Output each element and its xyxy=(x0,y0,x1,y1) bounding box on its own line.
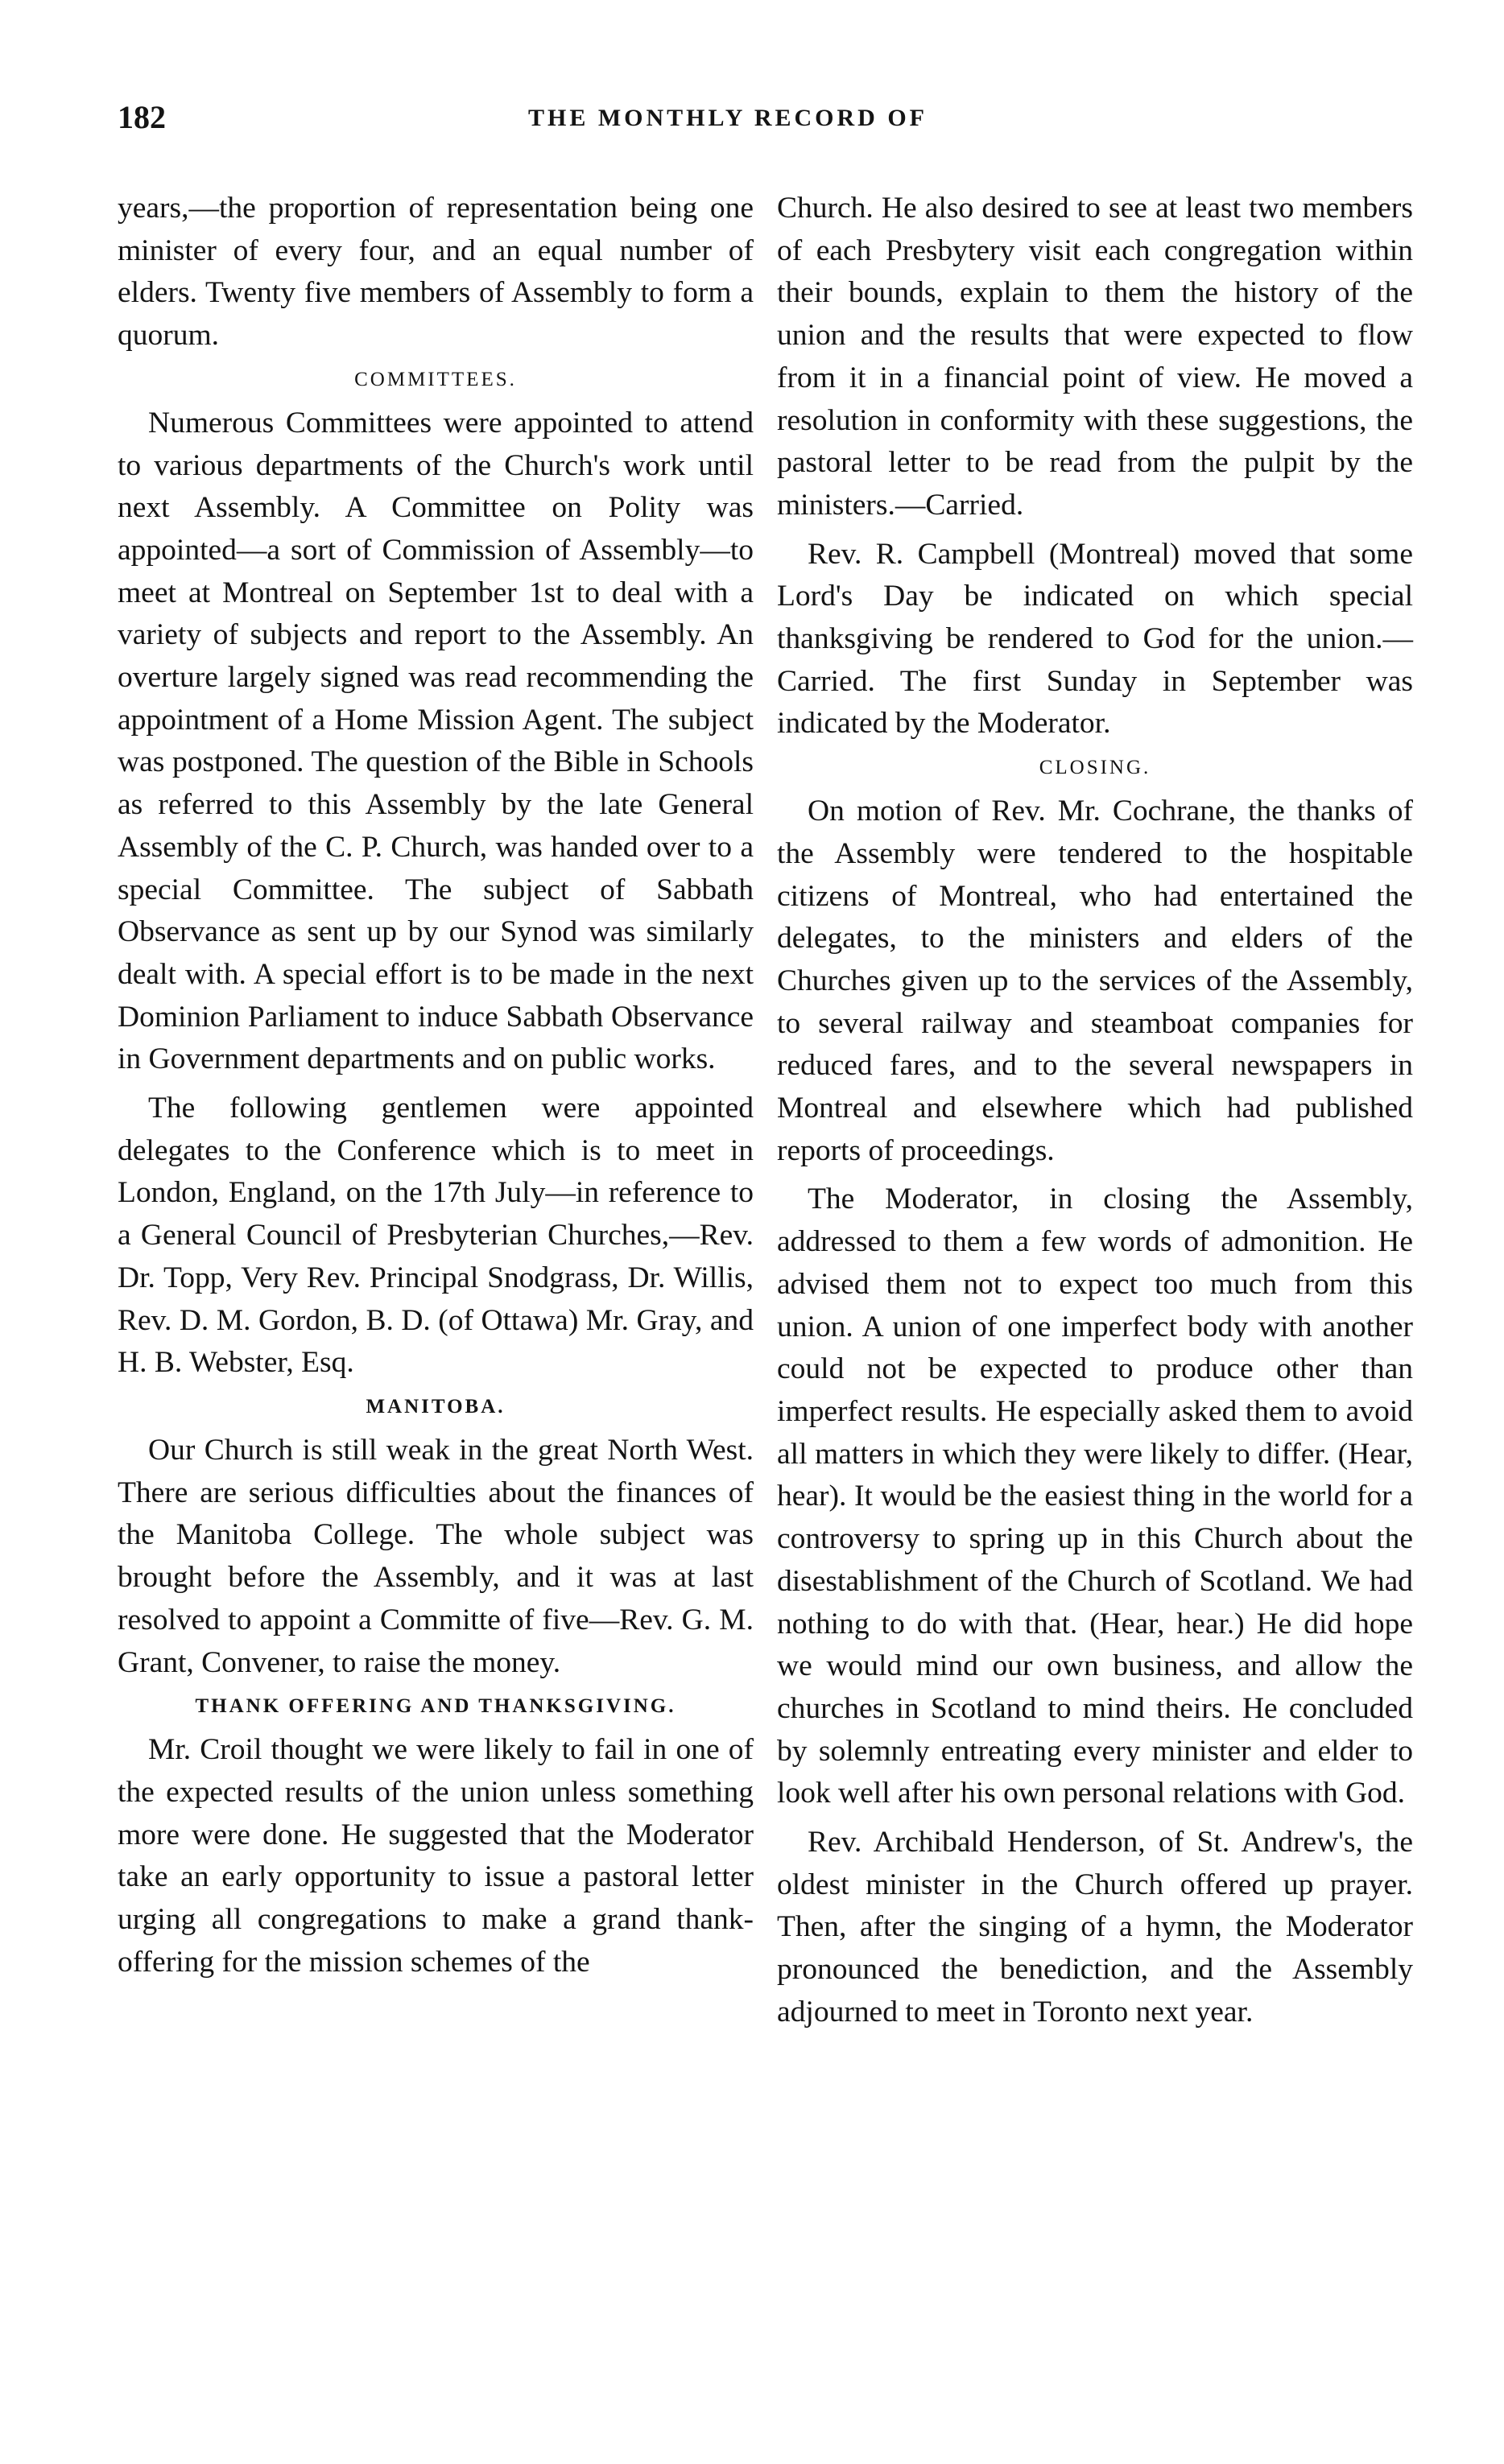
paragraph-campbell: Rev. R. Campbell (Montreal) moved that some Lord's Day be indicated on which special thanksgiving be rendered to God for the union.—Carried. The first Sunday in September was indicated by the Moderator. xyxy=(777,537,1413,741)
left-column xyxy=(118,188,754,1983)
paragraph-cochrane: On motion of Rev. Mr. Cochrane, the thanks of the Assembly were tendered to the hospitable citizens of Montreal, who had entertained the delegates, to the ministers and elders of the Churches given up to the services of the Assembly, to several railway and steamboat companies for reduced fares, and to the several newspapers in Montreal and elsewhere which had published reports of proceedings. xyxy=(777,795,1413,1167)
paragraph-croil: Mr. Croil thought we were likely to fail in one of the expected results of the union unless something more were done. He suggested that the Moderator take an early opportunity to issue a pastoral letter urging all congregations to make a grand thank-offering for the mission schemes of the xyxy=(118,1733,754,1979)
paragraph-delegates: The following gentlemen were appointed delegates to the Conference which is to meet in London, England, on the 17th July—in reference to a General Council of Presbyterian Churches,—Rev. Dr. Topp, Very Rev. Principal Snodgrass, Dr. Willis, Rev. D. M. Gordon, B. D. (of Ottawa) Mr. Gray, and H. B. Webster, Esq. xyxy=(118,1092,754,1380)
paragraph-manitoba: Our Church is still weak in the great North West. There are serious difficulties about the finances of the Manitoba College. The whole subject was brought before the Assembly, and it was at last resolved to appoint a Committe of five—Rev. G. M. Grant, Convener, to raise the money. xyxy=(118,1433,754,1679)
paragraph-henderson: Rev. Archibald Henderson, of St. Andrew's, the oldest minister in the Church offered up prayer. Then, after the singing of a hymn, the Moderator pronounced the benediction, and the Assembly adjourned to meet in Toronto next year. xyxy=(777,1826,1413,2029)
running-title: THE MONTHLY RECORD OF xyxy=(528,105,928,131)
heading-thank-offering: THANK OFFERING AND THANKSGIVING. xyxy=(195,1695,676,1718)
page-header xyxy=(118,100,1406,148)
paragraph-quorum: years,—the proportion of representation being one minister of every four, and an equal number of elders. Twenty five members of Assembly to form a quorum. xyxy=(118,192,754,353)
paragraph-moderator: The Moderator, in closing the Assembly, addressed to them a few words of admonition. He advised them not to expect too much from this union. A union of one imperfect body with another could not be expected to produce other than imperfect results. He especially asked them to avoid all matters in which they were likely to differ. (Hear, hear). It would be the easiest thing in the world for a controversy to spring up in this Church about the disestablishment of the Church of Scotland. We had nothing to do with that. (Hear, hear.) He did hope we would mind our own business, and allow the churches in Scotland to mind theirs. He concluded by solemnly entreating every minister and elder to look well after his own personal relations with God. xyxy=(777,1182,1413,1810)
paragraph-presbytery-visits: Church. He also desired to see at least two members of each Presbytery visit each congregation within their bounds, explain to them the history of the union and the results that were expected to flow from it in a financial point of view. He moved a resolution in conformity with these suggestions, the pastoral letter to be read from the pulpit by the ministers.—Carried. xyxy=(777,192,1413,522)
heading-closing: CLOSING. xyxy=(1039,757,1151,779)
page-number: 182 xyxy=(118,99,166,135)
right-column xyxy=(777,188,1413,2034)
paragraph-committees: Numerous Committees were appointed to attend to various departments of the Church's work until next Assembly. A Committee on Polity was appointed—a sort of Commission of Assembly—to meet at Montreal on September 1st to deal with a variety of subjects and report to the Assembly. An overture largely signed was read recommending the appointment of a Home Mission Agent. The subject was postponed. The question of the Bible in Schools as referred to this Assembly by the late General Assembly of the C. P. Church, was handed over to a special Committee. The subject of Sabbath Observance as sent up by our Synod was similarly dealt with. A special effort is to be made in the next Dominion Parliament to induce Sabbath Observance in Government departments and on public works. xyxy=(118,406,754,1076)
heading-committees: COMMITTEES. xyxy=(354,368,517,390)
heading-manitoba: MANITOBA. xyxy=(366,1395,506,1418)
